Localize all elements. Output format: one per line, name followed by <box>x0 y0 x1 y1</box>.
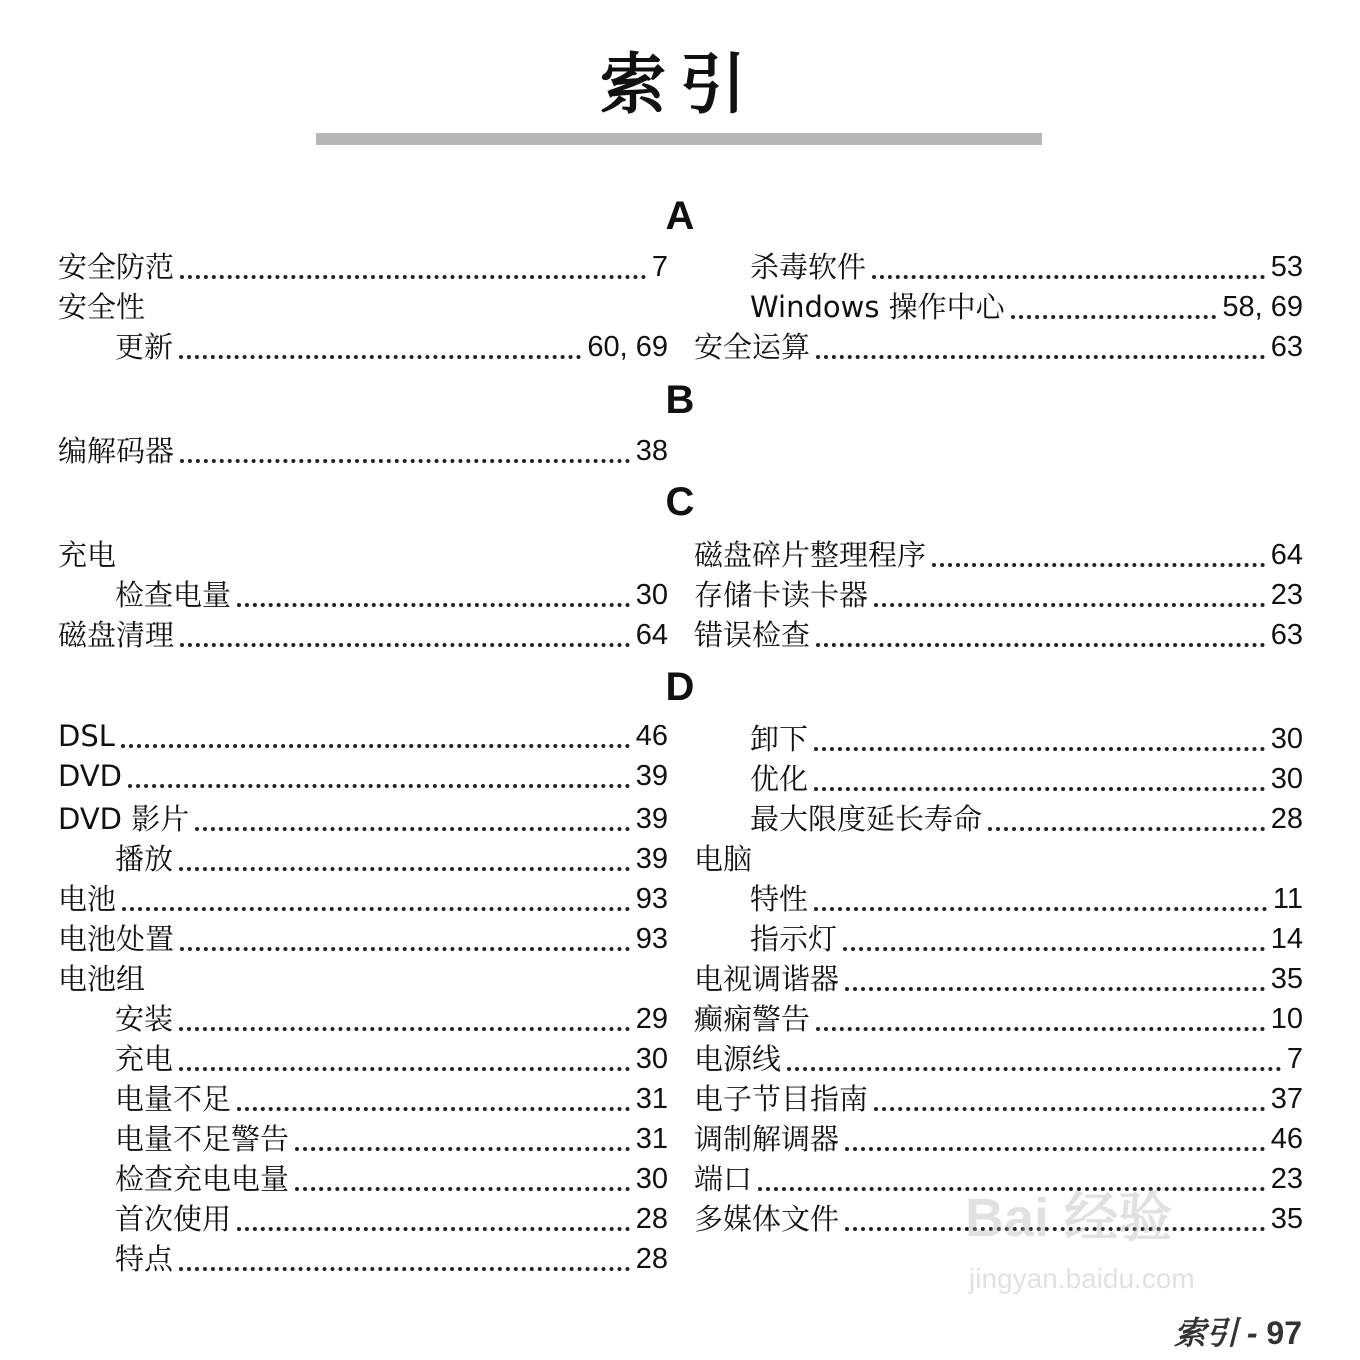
leader-dots <box>816 643 1265 647</box>
entry-term: 杀毒软件 <box>750 250 867 284</box>
entry-page: 35 <box>1270 963 1303 995</box>
entry-page: 23 <box>1270 579 1303 611</box>
entry-page: 39 <box>635 803 668 835</box>
footer-label: 索引 - <box>1173 1315 1258 1351</box>
index-entry-dianliangbuzu <box>115 1079 668 1119</box>
leader-dots <box>180 275 646 279</box>
index-entry-youhua <box>750 759 1303 799</box>
entry-term: 特性 <box>750 882 809 916</box>
index-entry-dvd <box>58 756 668 796</box>
entry-term: 电池处置 <box>58 922 175 956</box>
leader-dots <box>872 275 1265 279</box>
entry-page: 30 <box>635 579 668 611</box>
entry-term: 指示灯 <box>750 922 838 956</box>
entry-page: 53 <box>1270 251 1303 283</box>
index-entry-anquanxing <box>58 287 668 327</box>
index-entry-dianxian <box>694 999 1303 1039</box>
entry-page: 58, 69 <box>1222 291 1303 323</box>
index-entry-tedian <box>115 1239 668 1279</box>
entry-term: 最大限度延长寿命 <box>750 802 983 836</box>
index-entry-dvdyingpian <box>58 799 668 839</box>
index-entry-chongdian <box>58 535 668 575</box>
entry-page: 37 <box>1270 1083 1303 1115</box>
entry-term: 安装 <box>115 1002 174 1036</box>
index-entry-anzhuang <box>115 999 668 1039</box>
leader-dots <box>180 947 630 951</box>
index-entry-windows <box>750 287 1303 327</box>
entry-page: 7 <box>651 251 668 283</box>
entry-term: 电脑 <box>694 842 753 876</box>
entry-term: 充电 <box>115 1042 174 1076</box>
entry-term: 电量不足警告 <box>115 1122 290 1156</box>
leader-dots <box>195 827 630 831</box>
entry-term: 电视调谐器 <box>694 962 840 996</box>
index-entry-cunchuka <box>694 575 1303 615</box>
leader-dots <box>121 744 630 748</box>
entry-page: 28 <box>1270 803 1303 835</box>
entry-page: 46 <box>1270 1123 1303 1155</box>
title-underline <box>316 133 1042 145</box>
leader-dots <box>932 563 1265 567</box>
index-entry-bofang <box>115 839 668 879</box>
entry-term: DVD 影片 <box>58 802 190 836</box>
entry-page: 30 <box>1270 763 1303 795</box>
entry-term: 优化 <box>750 762 809 796</box>
leader-dots <box>180 643 630 647</box>
entry-page: 7 <box>1286 1043 1303 1075</box>
entry-term: 磁盘碎片整理程序 <box>694 538 927 572</box>
entry-page: 31 <box>635 1123 668 1155</box>
leader-dots <box>814 787 1265 791</box>
entry-term: DSL <box>58 719 115 753</box>
section-letter-c: C <box>665 480 695 524</box>
index-entry-anquanyunsuan <box>694 327 1303 367</box>
index-entry-chongdian2 <box>115 1039 668 1079</box>
entry-page: 63 <box>1270 331 1303 363</box>
leader-dots <box>816 1027 1265 1031</box>
index-entry-cuowujiancha <box>694 615 1303 655</box>
index-entry-bianjiema <box>58 431 668 471</box>
leader-dots <box>237 1227 630 1231</box>
entry-term: 电池 <box>58 882 117 916</box>
index-entry-zuidaxiandu <box>750 799 1303 839</box>
leader-dots <box>988 827 1265 831</box>
leader-dots <box>128 784 630 788</box>
entry-page: 93 <box>635 923 668 955</box>
entry-page: 93 <box>635 883 668 915</box>
leader-dots <box>122 907 630 911</box>
leader-dots <box>874 1107 1265 1111</box>
index-entry-dianliangbuzujinggao <box>115 1119 668 1159</box>
page-footer <box>1174 1308 1302 1354</box>
index-entry-gengxin <box>115 327 668 367</box>
leader-dots <box>295 1187 630 1191</box>
entry-page: 14 <box>1270 923 1303 955</box>
entry-term: 特点 <box>115 1242 174 1276</box>
entry-page: 10 <box>1270 1003 1303 1035</box>
entry-page: 30 <box>635 1043 668 1075</box>
index-entry-anquanfangfan <box>58 247 668 287</box>
index-entry-xiexia <box>750 719 1303 759</box>
index-entry-dianchichuzhi <box>58 919 668 959</box>
leader-dots <box>295 1147 630 1151</box>
index-entry-dianyuanxian <box>694 1039 1303 1079</box>
leader-dots <box>179 1067 630 1071</box>
leader-dots <box>179 1267 630 1271</box>
index-entry-shadu <box>750 247 1303 287</box>
index-entry-zhishideng <box>750 919 1303 959</box>
leader-dots <box>180 459 630 463</box>
leader-dots <box>814 747 1265 751</box>
entry-page: 60, 69 <box>587 331 668 363</box>
index-entry-dianzijiemu <box>694 1079 1303 1119</box>
index-entry-shoucishiyong <box>115 1199 668 1239</box>
entry-page: 28 <box>635 1203 668 1235</box>
entry-term: 错误检查 <box>694 618 811 652</box>
index-entry-texing <box>750 879 1303 919</box>
index-entry-diannao <box>694 839 1303 879</box>
index-entry-cipanqingli <box>58 615 668 655</box>
entry-term: 检查电量 <box>115 578 232 612</box>
entry-page: 30 <box>1270 723 1303 755</box>
leader-dots <box>845 987 1265 991</box>
entry-term: 首次使用 <box>115 1202 232 1236</box>
entry-term: 安全运算 <box>694 330 811 364</box>
entry-term: 电子节目指南 <box>694 1082 869 1116</box>
watermark-url: jingyan.baidu.com <box>969 1263 1195 1294</box>
entry-page: 38 <box>635 435 668 467</box>
index-entry-tiaozhi <box>694 1119 1303 1159</box>
entry-page: 46 <box>635 720 668 752</box>
entry-term: 癫痫警告 <box>694 1002 811 1036</box>
section-letter-a: A <box>665 194 695 238</box>
entry-page: 64 <box>1270 539 1303 571</box>
entry-page: 23 <box>1270 1163 1303 1195</box>
index-entry-dsl <box>58 716 668 756</box>
entry-term: 编解码器 <box>58 434 175 468</box>
entry-term: 磁盘清理 <box>58 618 175 652</box>
entry-page: 64 <box>635 619 668 651</box>
index-entry-cipansuipian <box>694 535 1303 575</box>
index-entry-dianchi <box>58 879 668 919</box>
entry-term: 电源线 <box>694 1042 782 1076</box>
entry-term: 安全性 <box>58 290 146 324</box>
watermark-logo-text: Bai 经验 <box>965 1188 1173 1248</box>
entry-page: 39 <box>635 843 668 875</box>
page-title: 索引 <box>600 46 760 123</box>
leader-dots <box>237 603 630 607</box>
entry-page: 11 <box>1272 883 1303 915</box>
leader-dots <box>843 947 1265 951</box>
entry-term: 播放 <box>115 842 174 876</box>
index-entry-jianchadianliang <box>115 575 668 615</box>
entry-term: 检查充电电量 <box>115 1162 290 1196</box>
leader-dots <box>874 603 1265 607</box>
entry-page: 63 <box>1270 619 1303 651</box>
leader-dots <box>1011 315 1217 319</box>
leader-dots <box>179 355 581 359</box>
entry-term: Windows 操作中心 <box>750 290 1005 324</box>
entry-page: 30 <box>635 1163 668 1195</box>
entry-page: 35 <box>1270 1203 1303 1235</box>
leader-dots <box>814 907 1267 911</box>
entry-term: 电量不足 <box>115 1082 232 1116</box>
entry-term: 卸下 <box>750 722 809 756</box>
entry-page: 29 <box>635 1003 668 1035</box>
entry-term: 调制解调器 <box>694 1122 840 1156</box>
index-entry-dianshi <box>694 959 1303 999</box>
leader-dots <box>179 867 630 871</box>
entry-term: DVD <box>58 759 122 793</box>
section-letter-b: B <box>665 378 695 422</box>
leader-dots <box>179 1027 630 1031</box>
entry-page: 31 <box>635 1083 668 1115</box>
leader-dots <box>237 1107 630 1111</box>
leader-dots <box>816 355 1265 359</box>
baidu-watermark <box>965 1175 1285 1310</box>
entry-term: 多媒体文件 <box>694 1202 840 1236</box>
leader-dots <box>845 1147 1265 1151</box>
entry-term: 电池组 <box>58 962 146 996</box>
page-number: 97 <box>1266 1315 1302 1351</box>
entry-term: 充电 <box>58 538 117 572</box>
leader-dots <box>787 1067 1281 1071</box>
entry-term: 更新 <box>115 330 174 364</box>
index-entry-jianchachongdian <box>115 1159 668 1199</box>
section-letter-d: D <box>665 665 695 709</box>
entry-term: 存储卡读卡器 <box>694 578 869 612</box>
entry-page: 39 <box>635 760 668 792</box>
index-entry-dianchizu <box>58 959 668 999</box>
entry-page: 28 <box>635 1243 668 1275</box>
entry-term: 安全防范 <box>58 250 175 284</box>
entry-term: 端口 <box>694 1162 753 1196</box>
